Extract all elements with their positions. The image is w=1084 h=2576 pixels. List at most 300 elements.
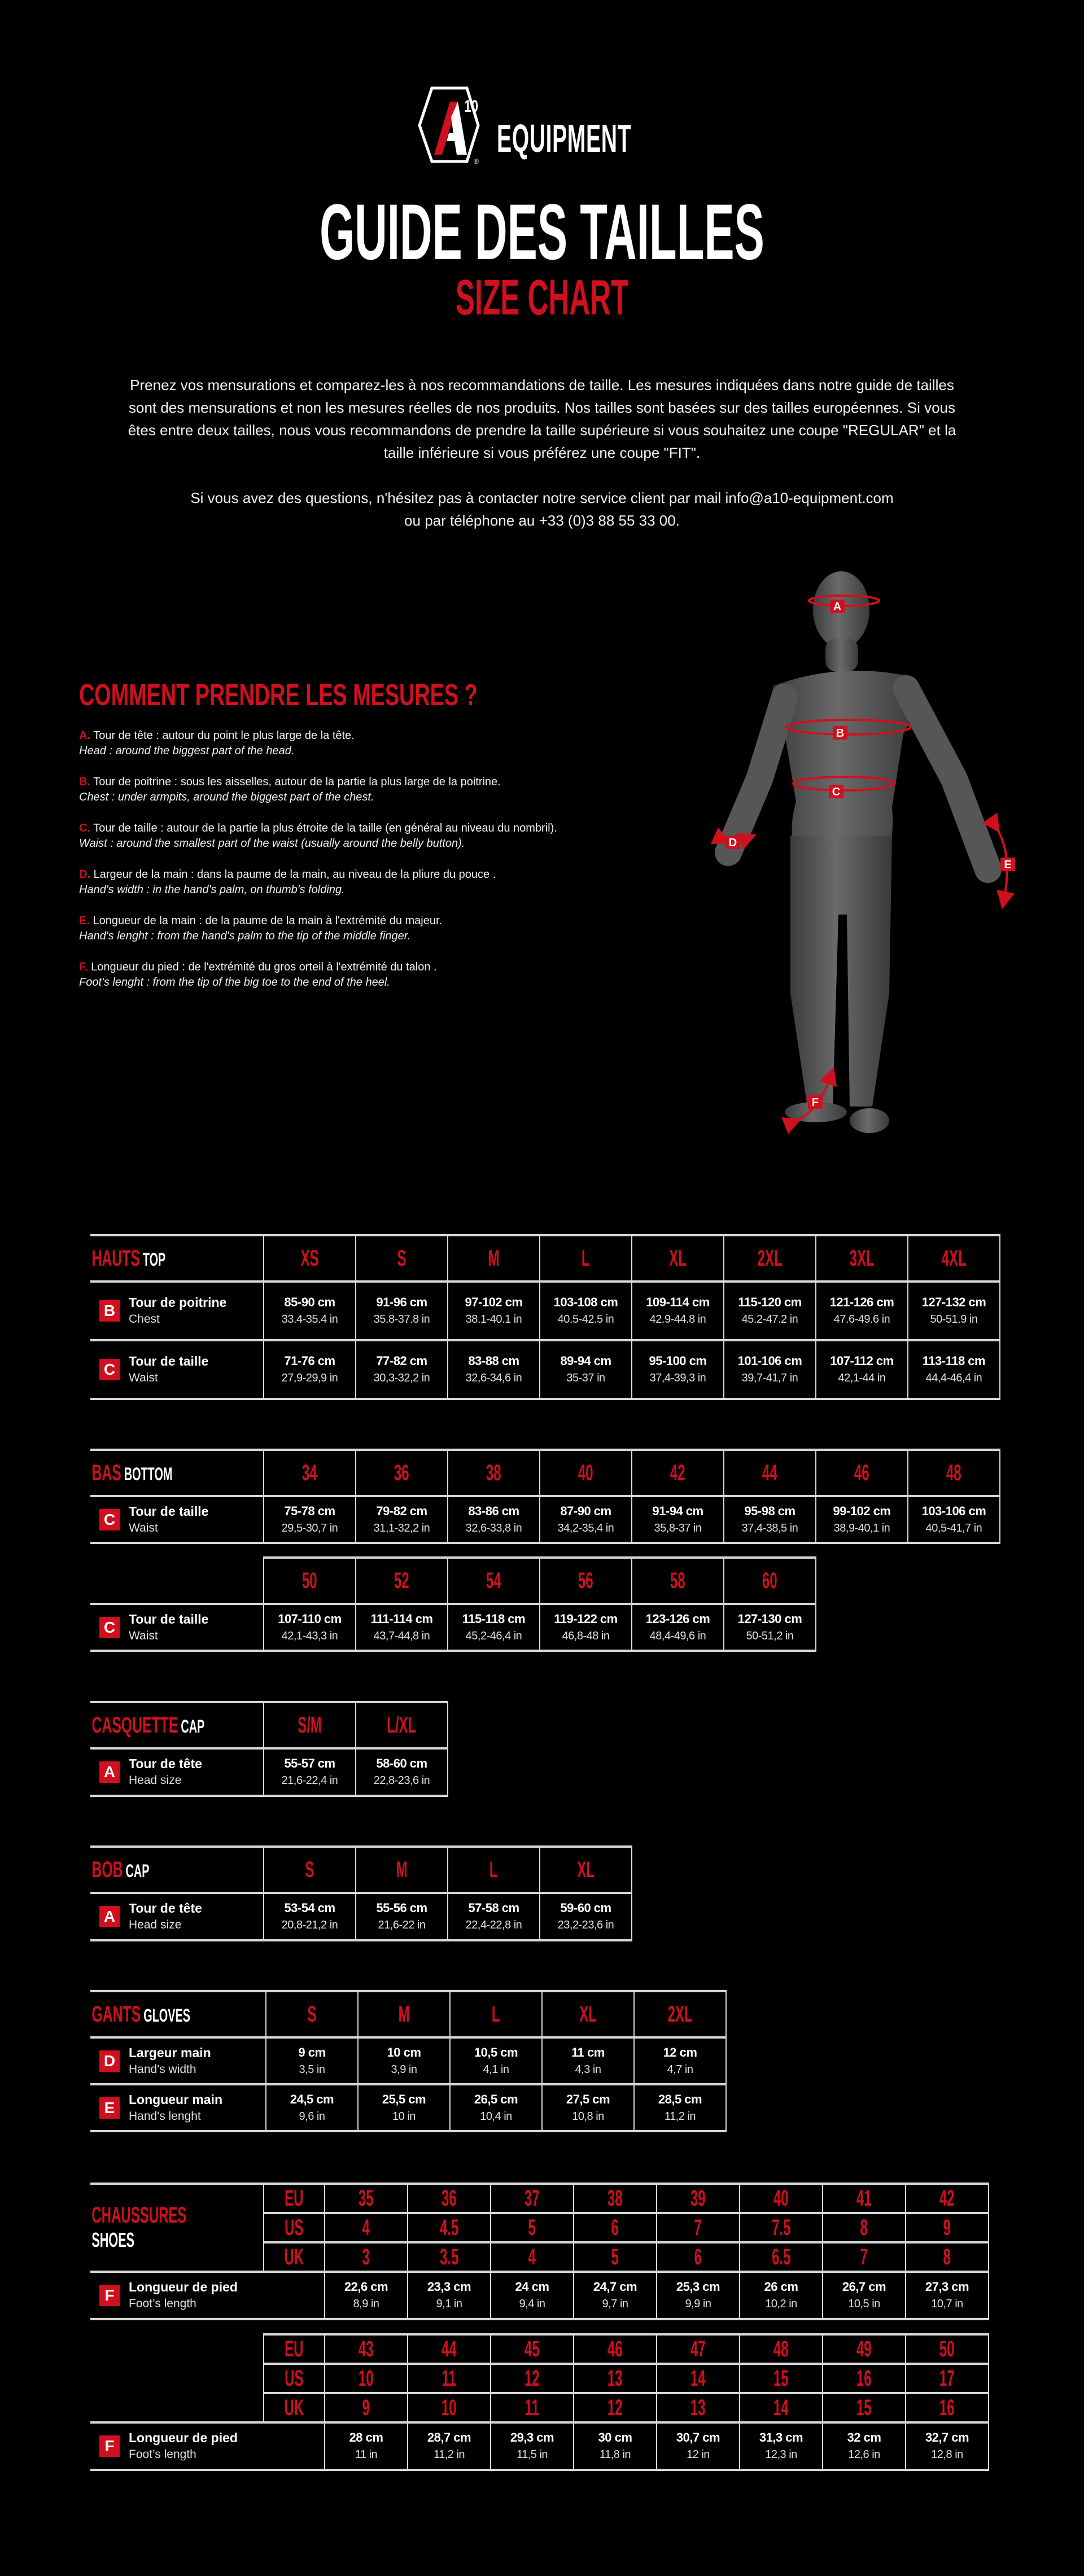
row-label-fr: Longueur main [129,2092,223,2107]
table-row [90,1893,632,1940]
value-cell [634,2037,726,2084]
howto-item [79,821,678,851]
measure-value [740,2278,822,2312]
shoe-size-cell [657,2364,740,2393]
size-label: 42 [670,1460,685,1485]
shoes-size-table [90,2333,989,2471]
measure-value [264,1294,355,1328]
howto-item [79,960,678,990]
shoe-size-cell [325,2393,408,2422]
size-label: XL [577,1857,595,1882]
table-row [90,2422,989,2470]
row-label-fr: Tour de taille [129,1611,209,1626]
shoe-size: 4 [362,2215,370,2240]
measure-value [266,2091,357,2125]
measure-value [574,2429,656,2463]
value-cm: 10 cm [387,2045,421,2059]
measure-value [448,1611,539,1645]
value-cell [264,1893,356,1940]
shoes-size-table [90,2183,989,2320]
value-in: 37,4-39,3 in [649,1372,706,1384]
value-in: 42,1-44 in [838,1372,886,1384]
table-row [90,1604,816,1651]
shoe-size: 9 [943,2215,951,2240]
value-cm: 11 cm [571,2045,605,2059]
registered-mark: ® [474,158,479,165]
size-header [816,1450,908,1496]
shoe-size: 41 [856,2185,872,2211]
measure-value [408,2278,490,2312]
value-in: 37,4-38,5 in [741,1521,798,1534]
value-in: 48,4-49,6 in [649,1629,706,1642]
row-label [90,1900,263,1934]
shoe-size: 15 [856,2395,872,2420]
value-in: 50-51,2 in [746,1629,794,1642]
value-cell [450,2084,542,2131]
value-cm: 121-126 cm [829,1295,894,1309]
table-title [90,1450,264,1496]
table-title [90,1235,264,1282]
value-in: 9,1 in [436,2298,462,2310]
value-in: 12,8 in [931,2448,963,2461]
value-cell [264,1748,356,1796]
measure-value [740,2429,822,2463]
value-cm: 109-114 cm [646,1295,710,1309]
shoe-size-cell [657,2242,740,2272]
row-label-text [129,1294,226,1328]
value-cell [356,1748,448,1796]
value-cm: 26 cm [764,2280,798,2294]
value-in: 42,1-43,3 in [281,1629,338,1642]
measure-badge: E [99,2097,120,2119]
size-label: 48 [946,1460,961,1485]
row-label-cell [90,1604,264,1651]
size-header [632,1558,724,1604]
size-header [356,1450,448,1496]
shoe-size-cell [491,2393,574,2422]
table-title-text [90,2002,190,2027]
value-in: 10,8 in [572,2110,604,2123]
row-label-cell [90,1496,264,1543]
measure-value [448,1294,539,1328]
value-cell [540,1893,632,1940]
shoe-size: 8 [943,2244,951,2269]
shoe-size-cell [740,2213,823,2242]
logo-number: 10 [464,96,479,116]
howto-item [79,913,678,944]
table-title-en: CAP [125,1860,150,1881]
header-row [90,1702,448,1748]
shoe-size: 8 [860,2215,868,2240]
measure-value [356,1503,447,1537]
bob-size-table [90,1845,632,1941]
shoe-size: 14 [773,2395,789,2420]
size-label: 52 [394,1568,409,1593]
size-label: L/XL [387,1712,417,1738]
size-header [724,1558,816,1604]
value-cell [542,2037,634,2084]
howto-letter: C. [79,822,90,834]
shoe-size: 13 [690,2395,706,2420]
shoe-size: 10 [359,2365,374,2391]
value-in: 12 in [687,2448,710,2461]
size-header [356,1558,448,1604]
value-cm: 31,3 cm [759,2430,803,2444]
shoe-size: 5 [528,2215,536,2240]
shoe-size: 46 [607,2336,623,2361]
size-label: 44 [762,1460,777,1485]
row-label-en: Chest [129,1313,160,1326]
value-cm: 59-60 cm [560,1901,611,1915]
shoe-size-cell [325,2364,408,2393]
page-title-text: GUIDE DES TAILLES [320,187,764,276]
table-row [90,1748,448,1796]
value-cell [266,2084,358,2131]
value-cm: 26,5 cm [474,2092,518,2106]
size-label: L [492,2001,500,2027]
value-in: 43,7-44,8 in [373,1629,430,1642]
measure-value [491,2278,573,2312]
shoe-size-cell [491,2334,574,2364]
row-label [90,1294,263,1328]
bottoms-size-table [90,1556,816,1652]
value-in: 50-51.9 in [930,1313,978,1326]
measure-value [359,2044,449,2078]
value-in: 38.1-40.1 in [465,1313,522,1326]
shoe-size: 4.5 [439,2215,459,2240]
shoe-size: 48 [773,2336,789,2361]
howto-list [79,728,678,1006]
value-in: 47.6-49.6 in [833,1313,890,1326]
contact-line-1: Si vous avez des questions, n'hésitez pas à contacter notre service client par mail info@a10-equipment.com [190,489,894,506]
measure-value [724,1611,815,1645]
value-cell [574,2422,657,2470]
size-label: 40 [578,1460,593,1485]
value-cm: 103-108 cm [553,1295,618,1309]
value-cell [325,2272,408,2319]
shoe-size-cell [574,2184,657,2213]
shoe-size-cell [491,2242,574,2272]
shoe-size-cell [740,2393,823,2422]
value-in: 4,1 in [483,2063,509,2076]
value-cell [356,1893,448,1940]
shoe-size: 12 [607,2395,623,2420]
value-cm: 89-94 cm [560,1354,611,1368]
row-label-cell [90,1282,264,1340]
value-in: 9,9 in [685,2298,711,2310]
value-cell [657,2272,740,2319]
size-label: 54 [486,1568,501,1593]
shoe-size: 11 [442,2365,457,2391]
measure-value [543,2091,633,2125]
size-header [632,1235,724,1282]
value-in: 12,6 in [848,2448,880,2461]
value-cm: 127-130 cm [737,1611,802,1626]
row-label-fr: Tour de taille [129,1354,209,1368]
value-cm: 25,3 cm [676,2280,720,2294]
shoe-scale-row-eu [90,2184,989,2213]
value-in: 21,6-22,4 in [281,1774,338,1787]
row-label-cell [90,2422,325,2470]
shoe-size-cell [740,2364,823,2393]
size-label: 36 [394,1460,409,1485]
value-cm: 28,7 cm [427,2430,471,2444]
value-cell [542,2084,634,2131]
value-cm: 55-56 cm [376,1901,427,1915]
row-label-fr: Largeur main [129,2045,211,2060]
table-title [90,1991,266,2037]
howto-item [79,728,678,759]
value-in: 10 in [392,2110,416,2123]
contact-line-2: ou par téléphone au +33 (0)3 88 55 33 00. [404,512,680,529]
howto-letter: A. [79,729,90,742]
value-cell [408,2272,491,2319]
value-cm: 29,3 cm [510,2430,554,2444]
value-cell [906,2422,989,2470]
value-in: 9,7 in [602,2298,628,2310]
shoe-size: 7 [694,2215,702,2240]
measure-value [724,1353,815,1387]
size-header [264,1558,356,1604]
value-cell [356,1496,448,1543]
shoe-size-cell [325,2334,408,2364]
measure-value [908,1503,999,1537]
shoe-size-cell [906,2393,989,2422]
size-label: XL [669,1245,687,1271]
value-cm: 22,6 cm [344,2280,388,2294]
shoe-size-cell [906,2364,989,2393]
shoe-size: 42 [939,2185,955,2211]
scale-label: EU [285,2185,304,2211]
size-header [540,1847,632,1893]
value-cell [450,2037,542,2084]
measure-badge: C [99,1509,120,1530]
value-in: 39,7-41,7 in [741,1372,798,1384]
shoe-size: 5 [611,2244,619,2269]
value-in: 11,2 in [433,2448,465,2461]
measure-value [266,2044,357,2078]
value-cm: 28,5 cm [658,2092,702,2106]
value-cell [448,1282,540,1340]
value-cell [908,1496,1000,1543]
contact-paragraph [119,487,965,532]
value-in: 20,8-21,2 in [281,1919,338,1931]
value-in: 32,6-34,6 in [465,1372,522,1384]
measure-badge: C [99,1617,120,1638]
measure-badge: C [99,1359,120,1380]
size-header [356,1235,448,1282]
measure-value [359,2091,449,2125]
table-title-en: BOTTOM [124,1463,173,1484]
value-cell [823,2272,906,2319]
table-row [90,2272,989,2319]
value-in: 38,9-40,1 in [833,1521,890,1534]
row-label-fr: Tour de taille [129,1503,209,1519]
size-label: 4XL [941,1245,967,1271]
shoe-size-cell [823,2393,906,2422]
howto-item [79,867,678,898]
size-label: M [488,1245,500,1271]
value-cell [724,1340,816,1399]
table-title [90,1702,264,1748]
table-title-fr: BOB [91,1857,123,1882]
table-title-text [90,1713,204,1738]
value-cell [724,1604,816,1651]
shoe-size-cell [408,2213,491,2242]
value-cm: 58-60 cm [376,1756,427,1770]
value-cell [632,1282,724,1340]
measure-value [448,1900,539,1934]
empty-cell [90,1558,264,1604]
table-row [90,2084,726,2131]
shoe-size: 11 [524,2395,540,2420]
value-in: 23,2-23,6 in [557,1919,614,1931]
value-cell [356,1282,448,1340]
size-label: 60 [762,1568,777,1593]
table-title [90,1847,264,1893]
size-label: S [307,2001,317,2027]
value-cell [657,2422,740,2470]
measure-value [906,2278,988,2312]
size-label: XL [579,2001,597,2027]
howto-text-en: Foot's lenght : from the tip of the big toe to the end of the heel. [79,976,390,989]
measure-value [632,1294,723,1328]
value-in: 34,2-35,4 in [557,1521,614,1534]
measure-badge: A [99,1761,120,1783]
howto-item [79,775,678,805]
value-in: 22,8-23,6 in [373,1774,430,1787]
measure-value [356,1353,447,1387]
shoe-size-cell [408,2242,491,2272]
howto-text-en: Head : around the biggest part of the head. [79,745,295,757]
marker-a: A [833,601,842,613]
shoe-size: 16 [856,2365,872,2391]
value-cell [540,1340,632,1399]
value-cm: 71-76 cm [284,1354,335,1368]
header-row [90,1847,632,1893]
marker-b: B [836,727,845,740]
shoe-size-cell [408,2364,491,2393]
row-label-en: Head size [129,1774,182,1787]
shoe-size-cell [740,2242,823,2272]
marker-c: C [832,786,841,798]
shoe-scale-label [264,2184,325,2213]
value-cell [816,1340,908,1399]
measure-value [540,1900,631,1934]
size-label: L [582,1245,590,1271]
row-label [90,1611,263,1645]
shoe-size: 39 [690,2185,706,2211]
page-title [0,186,1084,278]
value-cm: 83-86 cm [468,1503,519,1518]
value-in: 10,7 in [931,2298,963,2310]
marker-e: E [1004,859,1012,871]
shoe-size-cell [657,2393,740,2422]
value-cm: 91-94 cm [652,1503,703,1518]
measure-value [540,1294,631,1328]
size-label: 46 [854,1460,869,1485]
howto-text-fr: Tour de tête : autour du point le plus large de la tête. [93,729,355,742]
shoe-size-cell [408,2184,491,2213]
value-cell [448,1604,540,1651]
row-label-text [129,1353,208,1387]
row-label-cell [90,1893,264,1940]
value-cm: 25,5 cm [382,2092,426,2106]
value-cell [823,2422,906,2470]
shoe-size-cell [657,2334,740,2364]
value-in: 33.4-35.4 in [281,1313,338,1326]
size-label: XS [300,1245,319,1271]
header-row [90,1450,1000,1496]
measure-value [356,1900,447,1934]
table-row [90,2037,726,2084]
value-in: 32,6-33,8 in [465,1521,522,1534]
measure-value [264,1611,355,1645]
value-in: 22,4-22,8 in [465,1919,522,1931]
shoe-size-cell [657,2184,740,2213]
measure-value [325,2429,407,2463]
shoe-size-cell [574,2334,657,2364]
size-header [448,1847,540,1893]
shoe-size: 6 [694,2244,702,2269]
measure-value [325,2278,407,2312]
value-cell [724,1496,816,1543]
table-title-en: GLOVES [143,2005,190,2026]
measure-badge: D [99,2050,120,2072]
value-cm: 32 cm [847,2430,881,2444]
row-label-text [129,1755,202,1789]
howto-letter: F. [79,961,88,973]
row-label-text [129,1503,208,1537]
value-cm: 99-102 cm [833,1503,891,1518]
value-in: 12,3 in [765,2448,797,2461]
measure-value [356,1611,447,1645]
value-cm: 30,7 cm [676,2430,720,2444]
value-cm: 23,3 cm [427,2280,471,2294]
value-cell [264,1340,356,1399]
row-label [90,2091,265,2125]
size-header [266,1991,358,2037]
row-label-text [129,1900,202,1934]
table-title-en: TOP [142,1249,166,1270]
size-header [448,1558,540,1604]
measure-badge: F [99,2435,120,2457]
row-label-cell [90,2084,266,2131]
measure-badge: A [99,1906,120,1927]
shoe-size-cell [491,2213,574,2242]
shoe-size-cell [491,2184,574,2213]
gloves-size-table [90,1990,727,2132]
marker-d: D [728,837,737,849]
shoe-scale-label [264,2364,325,2393]
value-cm: 83-88 cm [468,1354,519,1368]
shoe-scale-label [264,2242,325,2272]
howto-text-en: Waist : around the smallest part of the waist (usually around the belly button). [79,837,465,850]
howto-text-fr: Tour de taille : autour de la partie la plus étroite de la taille (en général au niveau du nombril). [93,822,557,834]
value-in: 3,5 in [299,2063,325,2076]
table-title-text [90,1857,149,1883]
page-subtitle-text: SIZE CHART [455,269,629,325]
value-in: 31,1-32,2 in [373,1521,430,1534]
howto-text-fr: Longueur de la main : de la paume de la main à l'extrémité du majeur. [93,915,443,927]
value-in: 35.8-37.8 in [373,1313,430,1326]
size-header [358,1991,450,2037]
row-label-text [129,2429,238,2463]
row-label-en: Waist [129,1521,158,1534]
value-cell [356,1604,448,1651]
table-title-fr: CHAUSSURES [91,2203,187,2228]
size-header [540,1235,632,1282]
